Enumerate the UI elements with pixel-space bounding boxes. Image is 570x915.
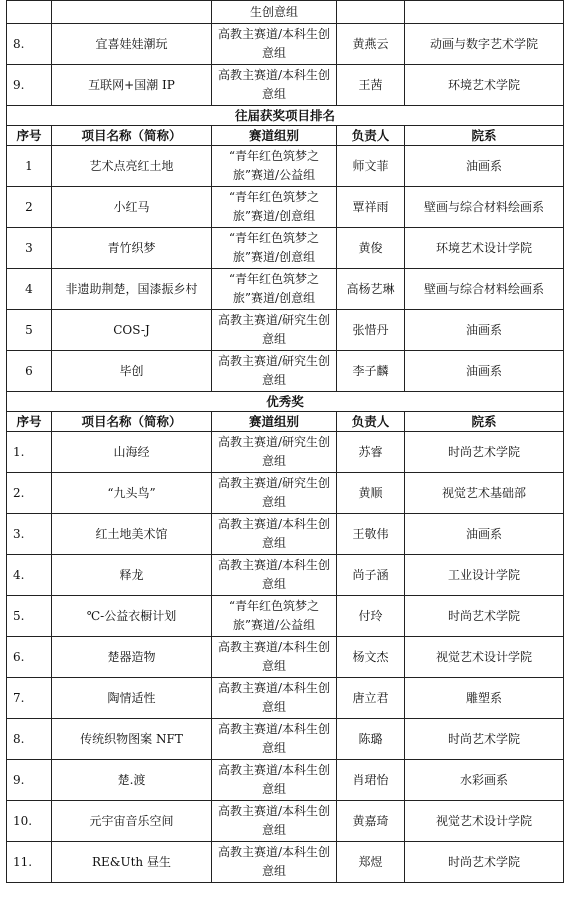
cell-leader: 杨文杰 xyxy=(337,637,405,678)
cell-leader: 郑煜 xyxy=(337,842,405,883)
cell-no: 8. xyxy=(7,719,52,760)
cell-category: “青年红色筑梦之旅”赛道/公益组 xyxy=(212,146,337,187)
table-row xyxy=(7,24,564,65)
cell-no: 1 xyxy=(7,146,52,187)
cell-name: “九头鸟” xyxy=(52,473,212,514)
cell-name: 元宇宙音乐空间 xyxy=(52,801,212,842)
cell-dept: 时尚艺术学院 xyxy=(405,842,564,883)
cell-no: 4. xyxy=(7,555,52,596)
header-leader: 负责人 xyxy=(337,412,405,432)
table-row xyxy=(7,146,564,187)
table-row xyxy=(7,310,564,351)
cell-no xyxy=(7,1,52,24)
cell-no: 3 xyxy=(7,228,52,269)
cell-dept: 水彩画系 xyxy=(405,760,564,801)
cell-dept: 视觉艺术设计学院 xyxy=(405,801,564,842)
cell-dept: 环境艺术设计学院 xyxy=(405,228,564,269)
table-row xyxy=(7,187,564,228)
cell-name: 楚器造物 xyxy=(52,637,212,678)
cell-dept: 视觉艺术基础部 xyxy=(405,473,564,514)
cell-category: “青年红色筑梦之旅”赛道/公益组 xyxy=(212,596,337,637)
cell-dept: 油画系 xyxy=(405,514,564,555)
cell-dept: 雕塑系 xyxy=(405,678,564,719)
cell-name: 毕创 xyxy=(52,351,212,392)
cell-no: 2. xyxy=(7,473,52,514)
cell-no: 4 xyxy=(7,269,52,310)
table-row xyxy=(7,65,564,106)
cell-dept: 壁画与综合材料绘画系 xyxy=(405,187,564,228)
cell-category: 高教主赛道/本科生创意组 xyxy=(212,555,337,596)
cell-dept: 视觉艺术设计学院 xyxy=(405,637,564,678)
table-row xyxy=(7,473,564,514)
cell-no: 5. xyxy=(7,596,52,637)
table-row xyxy=(7,842,564,883)
cell-leader: 师文菲 xyxy=(337,146,405,187)
cell-category: “青年红色筑梦之旅”赛道/创意组 xyxy=(212,187,337,228)
cell-no: 9. xyxy=(7,760,52,801)
cell-name: 红土地美术馆 xyxy=(52,514,212,555)
cell-category: 高教主赛道/本科生创意组 xyxy=(212,65,337,106)
table-row xyxy=(7,269,564,310)
cell-name: 互联网+国潮 IP xyxy=(52,65,212,106)
cell-no: 3. xyxy=(7,514,52,555)
cell-category: 高教主赛道/本科生创意组 xyxy=(212,801,337,842)
cell-leader: 陈璐 xyxy=(337,719,405,760)
table-row xyxy=(7,719,564,760)
cell-category: 高教主赛道/研究生创意组 xyxy=(212,310,337,351)
cell-dept: 油画系 xyxy=(405,351,564,392)
cell-dept xyxy=(405,1,564,24)
header-no: 序号 xyxy=(7,126,52,146)
cell-leader: 覃祥雨 xyxy=(337,187,405,228)
cell-category: 高教主赛道/研究生创意组 xyxy=(212,473,337,514)
cell-leader: 黄俊 xyxy=(337,228,405,269)
header-leader: 负责人 xyxy=(337,126,405,146)
cell-name: 宜喜娃娃潮玩 xyxy=(52,24,212,65)
cell-name xyxy=(52,1,212,24)
header-name: 项目名称（简称） xyxy=(52,412,212,432)
table-row xyxy=(7,555,564,596)
cell-category: 高教主赛道/本科生创意组 xyxy=(212,842,337,883)
table-row xyxy=(7,596,564,637)
cell-leader: 肖珺怡 xyxy=(337,760,405,801)
cell-leader: 张惜丹 xyxy=(337,310,405,351)
section-title: 往届获奖项目排名 xyxy=(7,106,564,126)
cell-category: 高教主赛道/本科生创意组 xyxy=(212,760,337,801)
cell-category: 高教主赛道/本科生创意组 xyxy=(212,24,337,65)
cell-category: 高教主赛道/研究生创意组 xyxy=(212,351,337,392)
cell-no: 10. xyxy=(7,801,52,842)
cell-leader xyxy=(337,1,405,24)
cell-name: 非遗助荆楚，国漆振乡村 xyxy=(52,269,212,310)
cell-category: 高教主赛道/本科生创意组 xyxy=(212,514,337,555)
cell-leader: 王敬伟 xyxy=(337,514,405,555)
header-no: 序号 xyxy=(7,412,52,432)
cell-no: 2 xyxy=(7,187,52,228)
section-title-row xyxy=(7,106,564,126)
header-dept: 院系 xyxy=(405,126,564,146)
cell-no: 6 xyxy=(7,351,52,392)
cell-name: 楚.渡 xyxy=(52,760,212,801)
cell-name: 释龙 xyxy=(52,555,212,596)
cell-category: “青年红色筑梦之旅”赛道/创意组 xyxy=(212,269,337,310)
table-row xyxy=(7,678,564,719)
cell-dept: 时尚艺术学院 xyxy=(405,432,564,473)
cell-leader: 黄嘉琦 xyxy=(337,801,405,842)
cell-leader: 苏睿 xyxy=(337,432,405,473)
header-name: 项目名称（简称） xyxy=(52,126,212,146)
cell-leader: 付玲 xyxy=(337,596,405,637)
cell-name: 山海经 xyxy=(52,432,212,473)
table-row xyxy=(7,514,564,555)
table-row xyxy=(7,801,564,842)
award-table-body xyxy=(7,1,564,883)
cell-category: 生创意组 xyxy=(212,1,337,24)
cell-name: 传统织物图案 NFT xyxy=(52,719,212,760)
cell-name: RE&Uth 昼生 xyxy=(52,842,212,883)
header-row xyxy=(7,126,564,146)
cell-category: 高教主赛道/本科生创意组 xyxy=(212,637,337,678)
cell-no: 5 xyxy=(7,310,52,351)
cell-leader: 高杨艺琳 xyxy=(337,269,405,310)
table-row xyxy=(7,637,564,678)
section-title: 优秀奖 xyxy=(7,392,564,412)
section-title-row xyxy=(7,392,564,412)
cell-name: 青竹织梦 xyxy=(52,228,212,269)
header-category: 赛道组别 xyxy=(212,126,337,146)
header-row xyxy=(7,412,564,432)
cell-leader: 黄顺 xyxy=(337,473,405,514)
cell-dept: 动画与数字艺术学院 xyxy=(405,24,564,65)
cell-no: 9. xyxy=(7,65,52,106)
cell-dept: 工业设计学院 xyxy=(405,555,564,596)
cell-no: 1. xyxy=(7,432,52,473)
cell-category: 高教主赛道/本科生创意组 xyxy=(212,719,337,760)
header-dept: 院系 xyxy=(405,412,564,432)
cell-dept: 壁画与综合材料绘画系 xyxy=(405,269,564,310)
cell-leader: 王茜 xyxy=(337,65,405,106)
cell-no: 8. xyxy=(7,24,52,65)
cell-no: 11. xyxy=(7,842,52,883)
cell-name: 艺术点亮红土地 xyxy=(52,146,212,187)
cell-leader: 尚子涵 xyxy=(337,555,405,596)
cell-name: COS-J xyxy=(52,310,212,351)
cell-no: 6. xyxy=(7,637,52,678)
table-row xyxy=(7,1,564,24)
cell-dept: 时尚艺术学院 xyxy=(405,596,564,637)
award-table xyxy=(6,0,564,883)
table-row xyxy=(7,432,564,473)
cell-dept: 油画系 xyxy=(405,310,564,351)
table-row xyxy=(7,228,564,269)
table-row xyxy=(7,351,564,392)
cell-leader: 黄燕云 xyxy=(337,24,405,65)
table-row xyxy=(7,760,564,801)
cell-name: 小红马 xyxy=(52,187,212,228)
cell-leader: 唐立君 xyxy=(337,678,405,719)
cell-category: 高教主赛道/本科生创意组 xyxy=(212,678,337,719)
cell-leader: 李子麟 xyxy=(337,351,405,392)
header-category: 赛道组别 xyxy=(212,412,337,432)
cell-category: “青年红色筑梦之旅”赛道/创意组 xyxy=(212,228,337,269)
cell-category: 高教主赛道/研究生创意组 xyxy=(212,432,337,473)
cell-name: ℃-公益衣橱计划 xyxy=(52,596,212,637)
cell-dept: 油画系 xyxy=(405,146,564,187)
cell-dept: 时尚艺术学院 xyxy=(405,719,564,760)
cell-name: 陶情适性 xyxy=(52,678,212,719)
cell-no: 7. xyxy=(7,678,52,719)
cell-dept: 环境艺术学院 xyxy=(405,65,564,106)
